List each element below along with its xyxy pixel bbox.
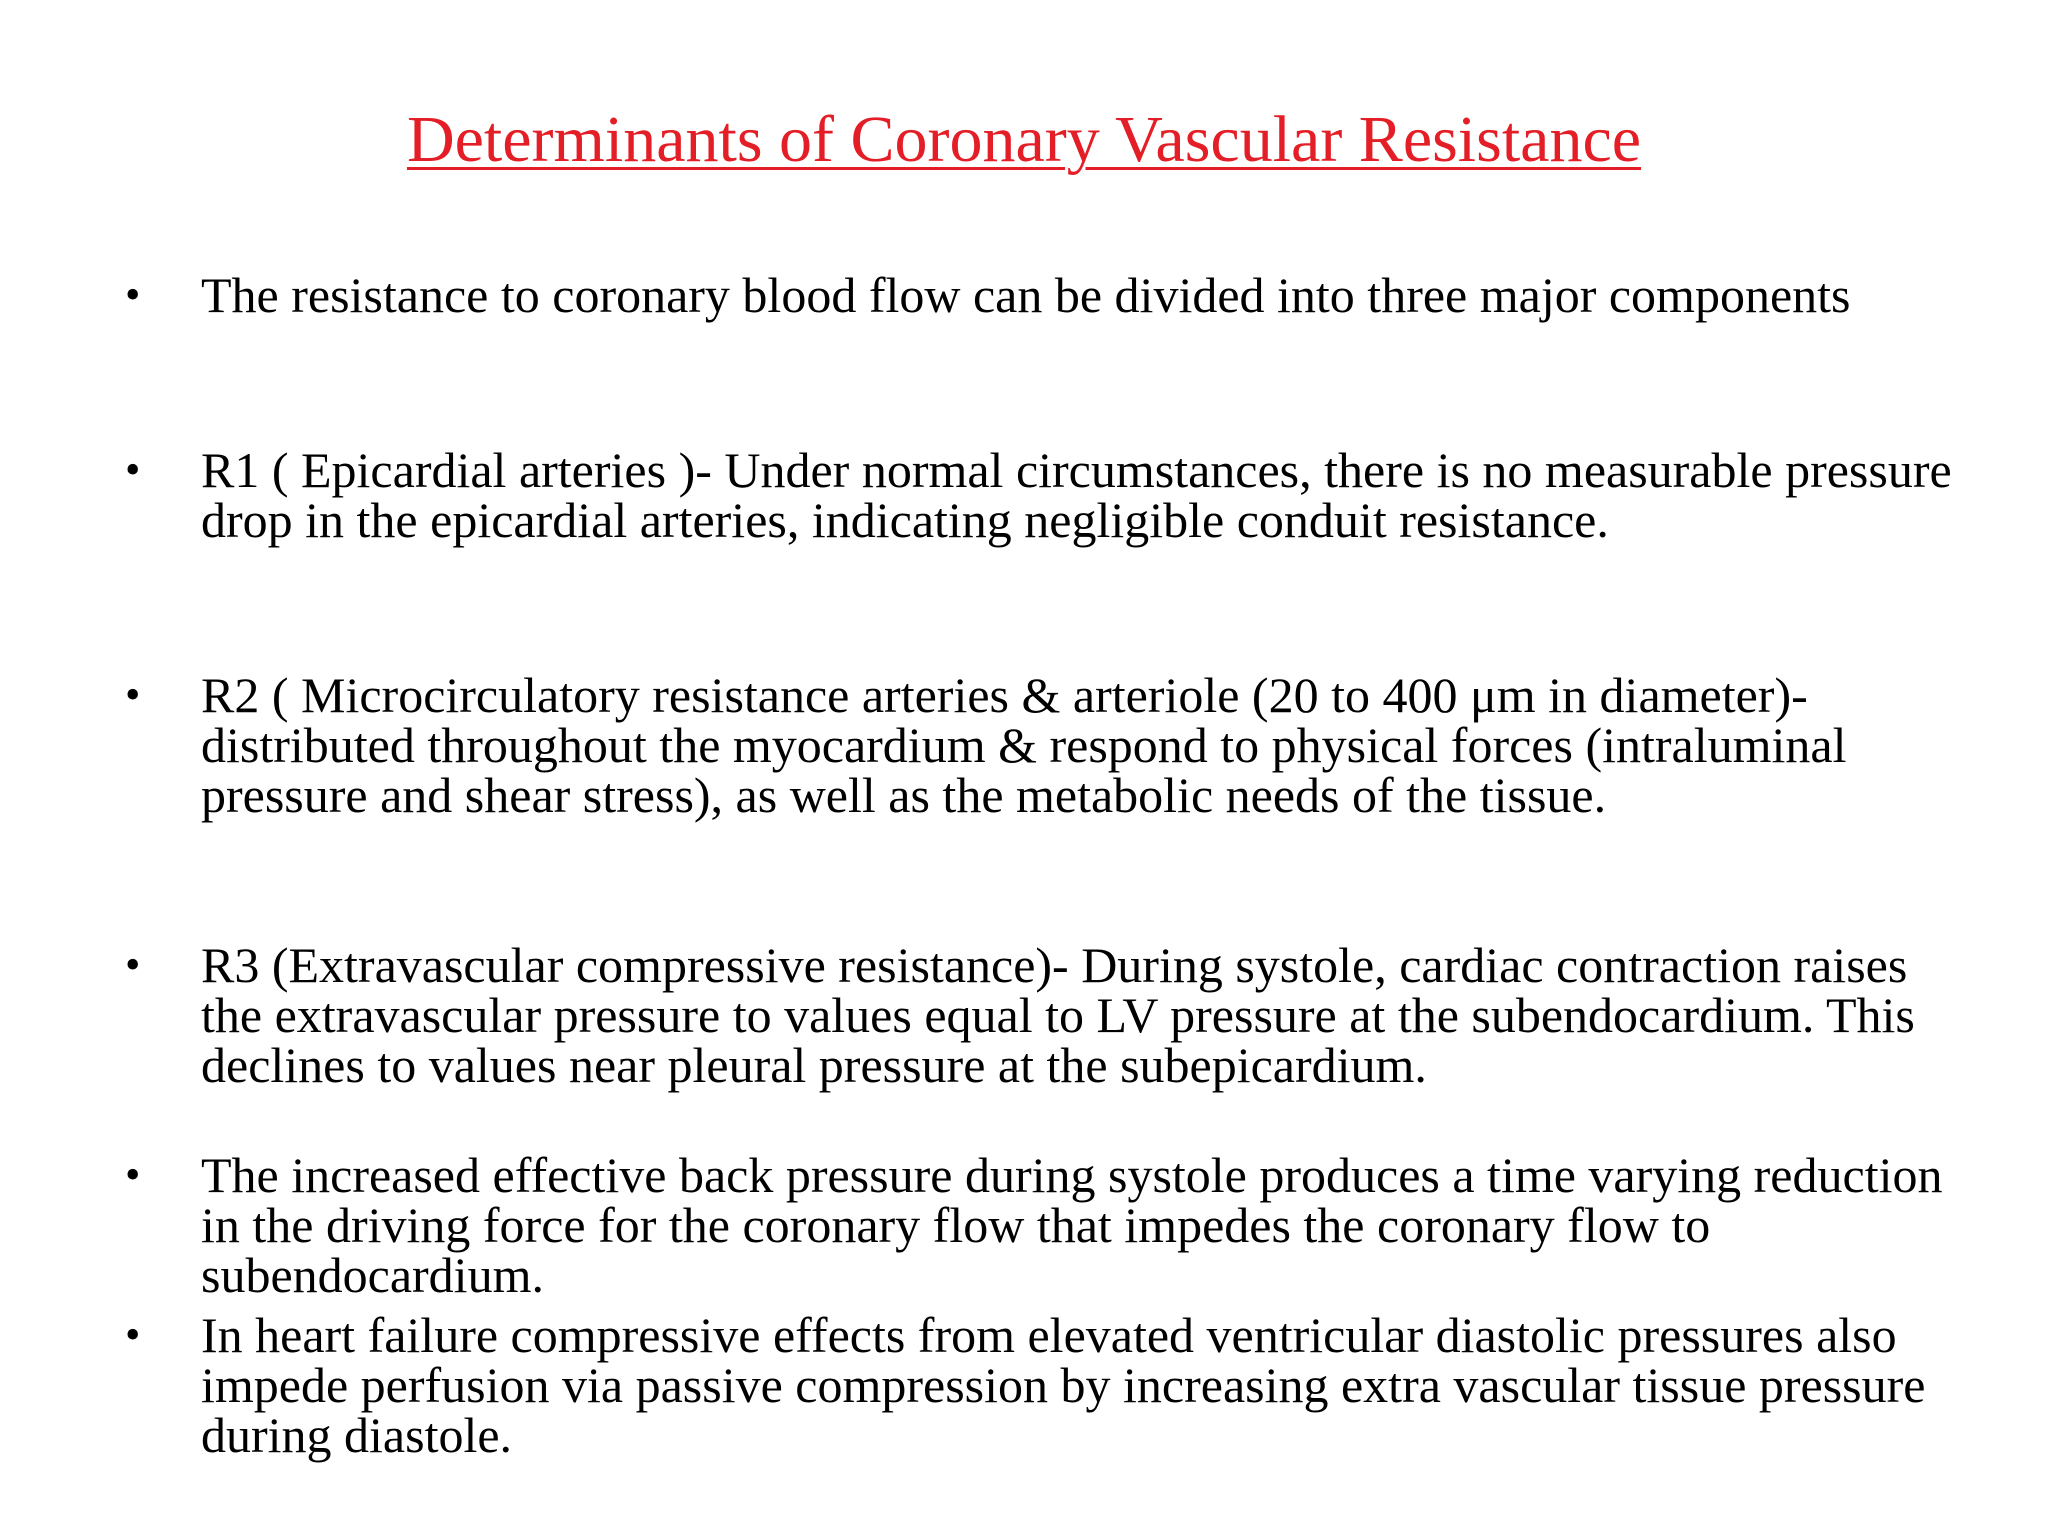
- bullet-marker: •: [125, 270, 141, 319]
- bullet-text: R3 (Extravascular compressive resistance)- During systole, cardiac contraction raises the extravascular pressure to values equal to LV pressure at the subendocardium. This declines to values near pleural pressure at the subepicardium.: [201, 937, 1915, 1093]
- bullet-item: [125, 1147, 1955, 1303]
- bullet-item: [125, 267, 1955, 323]
- bullet-item: [125, 442, 1955, 548]
- bullet-marker: •: [125, 940, 141, 989]
- bullet-item: [125, 667, 1955, 823]
- slide-title: Determinants of Coronary Vascular Resistance: [406, 103, 1642, 176]
- bullet-marker: •: [125, 445, 141, 494]
- bullet-item: [125, 937, 1955, 1093]
- bullet-text: The resistance to coronary blood flow can be divided into three major components: [201, 267, 1851, 323]
- bullet-marker: •: [125, 1310, 141, 1359]
- bullet-text: The increased effective back pressure during systole produces a time varying reduction in the driving force for the coronary flow that impedes the coronary flow to subendocardium.: [201, 1147, 1943, 1303]
- bullet-item: [125, 1307, 1955, 1463]
- bullet-marker: •: [125, 670, 141, 719]
- bullet-text: R1 ( Epicardial arteries )- Under normal circumstances, there is no measurable pressure drop in the epicardial arteries, indicating negligible conduit resistance.: [201, 442, 1952, 548]
- bullet-marker: •: [125, 1150, 141, 1199]
- bullet-text: R2 ( Microcirculatory resistance arteries & arteriole (20 to 400 μm in diameter)- distributed throughout the myocardium & respond to physical forces (intraluminal pressure and shear stress), as well as the metabolic needs of the tissue.: [201, 667, 1847, 823]
- bullet-text: In heart failure compressive effects from elevated ventricular diastolic pressures also impede perfusion via passive compression by increasing extra vascular tissue pressure during diastole.: [201, 1307, 1926, 1463]
